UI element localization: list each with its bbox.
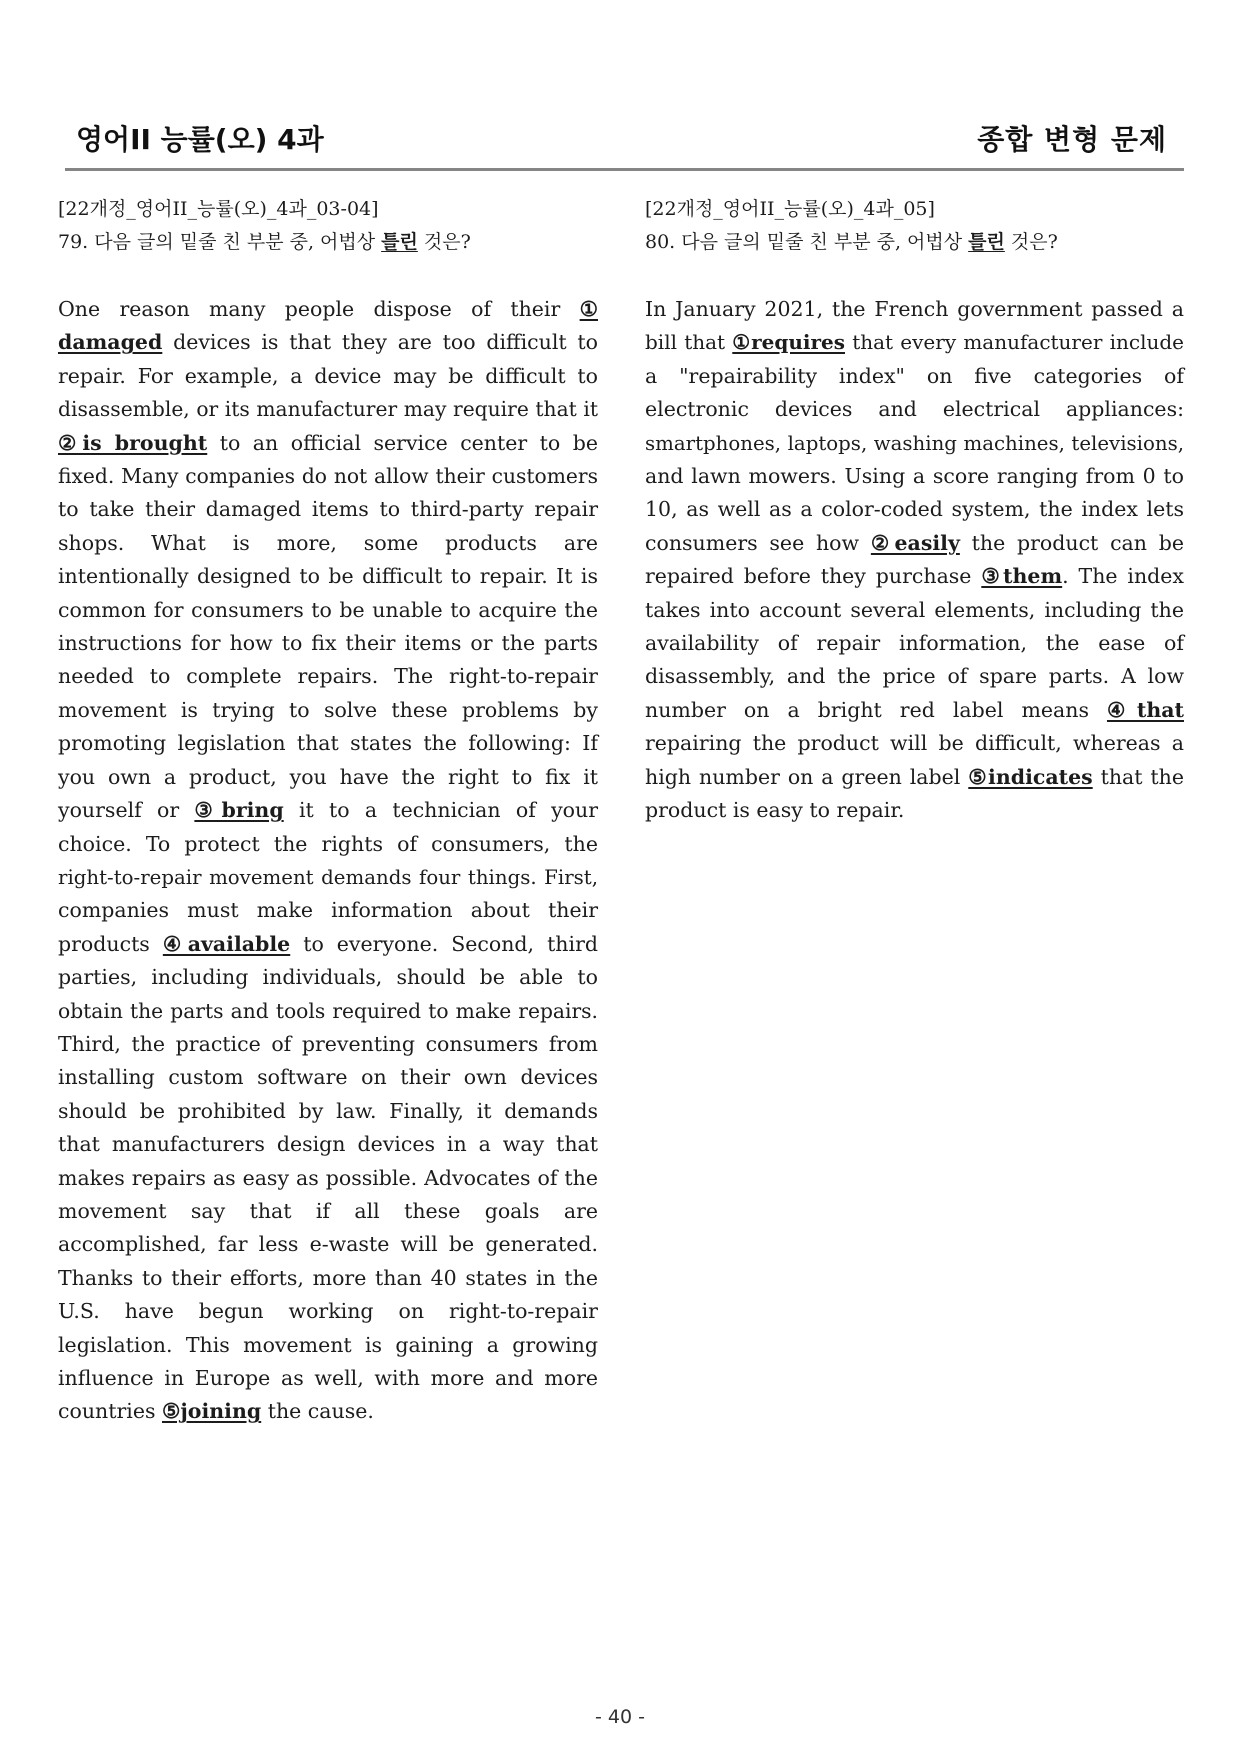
passage-text: the cause. [261, 1399, 374, 1424]
passage-line [645, 493, 1184, 526]
passage-line [58, 1295, 598, 1328]
passage-text: shops. What is more, some products are [58, 530, 598, 555]
underlined-choice: damaged [58, 330, 163, 355]
passage-line [58, 861, 598, 894]
passage-line [645, 360, 1184, 393]
passage-line [58, 460, 598, 493]
passage-text: disassembly, and the price of spare parts. A low [645, 664, 1184, 689]
passage-line [58, 527, 598, 560]
passage-text: common for consumers to be unable to acquire the [58, 597, 598, 622]
question-number: 80. [645, 231, 676, 253]
underlined-choice: ③bring [194, 798, 284, 823]
passage-line [58, 1262, 598, 1295]
passage-text: that every manufacturer include [845, 330, 1184, 355]
passage-line [58, 761, 598, 794]
passage-text: disassemble, or its manufacturer may require that it [58, 397, 598, 422]
underlined-choice: ②easily [870, 530, 960, 555]
passage-text: movement say that if all these goals are [58, 1198, 598, 1223]
passage-text: products [58, 931, 163, 956]
passage-text: you own a product, you have the right to fix it [58, 764, 598, 789]
passage-line [58, 660, 598, 693]
underlined-choice: ④that [1106, 697, 1184, 722]
page-title: 영어II 능률(오) 4과 [76, 123, 324, 156]
passage-text: choice. To protect the rights of consumers, the [58, 831, 598, 856]
prompt-text: 것은? [1004, 231, 1058, 253]
passage-text: should be prohibited by law. Finally, it demands [58, 1098, 598, 1123]
question-block-79 [58, 194, 598, 1429]
passage-text: that the [1092, 764, 1185, 789]
prompt-text: 다음 글의 밑줄 친 부분 중, 어법상 [681, 231, 969, 253]
passage-text: intentionally designed to be difficult to repair. It is [58, 564, 598, 589]
passage-line [58, 560, 598, 593]
passage-text: repaired before they purchase [645, 564, 982, 589]
passage-text: the product can be [959, 530, 1185, 555]
passage-text: to everyone. Second, third [290, 931, 598, 956]
passage-text: installing custom software on their own devices [58, 1065, 598, 1090]
underlined-choice: ⑤joining [162, 1399, 262, 1424]
passage [645, 293, 1184, 828]
passage-text: One reason many people dispose of their [58, 297, 580, 321]
passage-text: a "repairability index" on five categories of [645, 363, 1184, 388]
passage-text: In January 2021, the French government passed a [645, 297, 1184, 321]
passage-line [58, 794, 598, 827]
passage-text: parties, including individuals, should be able to [58, 965, 598, 990]
passage-line [645, 761, 1184, 794]
passage-text: makes repairs as easy as possible. Advocates of the [58, 1165, 598, 1190]
passage-text: that manufacturers design devices in a way that [58, 1132, 598, 1157]
passage-text: needed to complete repairs. The right-to-repair [58, 664, 598, 689]
source-label: [22개정_영어II_능률(오)_4과_05] [645, 198, 935, 220]
passage-text: repair. For example, a device may be difficult to [58, 363, 598, 388]
passage-line [645, 727, 1184, 760]
underlined-choice: ②is brought [58, 430, 208, 455]
passage-text: to take their damaged items to third-party repair [58, 497, 598, 522]
question-prompt [645, 224, 1184, 260]
passage-text: accomplished, far less e-waste will be generated. [58, 1232, 598, 1257]
underlined-choice: ⑤indicates [968, 764, 1093, 789]
passage-text: electronic devices and electrical appliances: [645, 397, 1184, 422]
passage-text: availability of repair information, the ease of [645, 631, 1184, 656]
passage-text: to an official service center to be [207, 430, 599, 455]
passage-line [58, 894, 598, 927]
passage-line [58, 627, 598, 660]
underlined-choice: ④available [162, 931, 291, 956]
passage-line [58, 727, 598, 760]
passage-line [58, 393, 598, 426]
passage-line [645, 326, 1184, 359]
question-block-80 [645, 194, 1184, 828]
passage-text: . The index [1062, 564, 1184, 589]
prompt-text: 다음 글의 밑줄 친 부분 중, 어법상 [94, 231, 382, 253]
passage-line [58, 427, 598, 460]
question-number: 79. [58, 231, 89, 253]
passage-text: influence in Europe as well, with more and more [58, 1366, 598, 1390]
passage-line [58, 1395, 598, 1428]
passage-line [645, 627, 1184, 660]
passage-line [58, 1362, 598, 1395]
passage-text: Thanks to their efforts, more than 40 states in the [58, 1265, 598, 1290]
passage [58, 293, 598, 1429]
passage-line [58, 360, 598, 393]
passage-line [58, 961, 598, 994]
passage-line [58, 995, 598, 1028]
passage-line [645, 293, 1184, 326]
passage-line [645, 560, 1184, 593]
passage-text: number on a bright red label means [645, 697, 1107, 722]
passage-line [58, 1061, 598, 1094]
passage-line [645, 460, 1184, 493]
passage-line [58, 293, 598, 326]
passage-line [58, 1228, 598, 1261]
prompt-emphasis: 틀린 [381, 231, 418, 253]
passage-line [645, 393, 1184, 426]
passage-text: obtain the parts and tools required to make repairs. [58, 998, 598, 1023]
passage-text: devices is that they are too difficult to [162, 330, 598, 355]
passage-text: promoting legislation that states the following: If [58, 731, 598, 756]
page-number: - 40 - [595, 1706, 645, 1728]
passage-line [58, 828, 598, 861]
passage-text: it to a technician of your [283, 798, 598, 823]
passage-text: legislation. This movement is gaining a growing [58, 1332, 598, 1357]
passage-text: repairing the product will be difficult, whereas a [645, 731, 1184, 756]
prompt-text: 것은? [417, 231, 471, 253]
passage-text: smartphones, laptops, washing machines, televisions, [645, 431, 1184, 455]
passage-line [58, 1329, 598, 1362]
passage-text: right-to-repair movement demands four things. First, [58, 865, 598, 889]
section-title: 종합 변형 문제 [977, 123, 1167, 156]
passage-text: companies must make information about their [58, 898, 598, 923]
passage-text: high number on a green label [645, 764, 969, 789]
underlined-choice: ① [579, 297, 598, 321]
passage-line [58, 1162, 598, 1195]
passage-line [58, 594, 598, 627]
passage-text: takes into account several elements, including the [645, 597, 1184, 622]
passage-line [58, 928, 598, 961]
header-rule [65, 168, 1184, 171]
passage-text: Third, the practice of preventing consumers from [58, 1031, 598, 1056]
passage-line [58, 1095, 598, 1128]
passage-line [58, 493, 598, 526]
passage-text: movement is trying to solve these problems by [58, 697, 598, 722]
passage-line [645, 527, 1184, 560]
passage-line [58, 326, 598, 359]
passage-line [58, 694, 598, 727]
underlined-choice: ①requires [732, 330, 845, 355]
passage-line [645, 427, 1184, 460]
passage-text: instructions for how to fix their items or the parts [58, 631, 598, 656]
passage-line [645, 794, 1184, 827]
passage-text: bill that [645, 330, 733, 355]
passage-text: fixed. Many companies do not allow their customers [58, 464, 598, 489]
passage-text: U.S. have begun working on right-to-repair [58, 1299, 598, 1324]
passage-text: yourself or [58, 798, 195, 823]
passage-line [645, 594, 1184, 627]
passage-text: and lawn mowers. Using a score ranging from 0 to [645, 464, 1184, 489]
question-prompt [58, 224, 598, 260]
passage-text: consumers see how [645, 530, 871, 555]
passage-line [58, 1128, 598, 1161]
passage-line [58, 1195, 598, 1228]
prompt-emphasis: 틀린 [968, 231, 1005, 253]
passage-line [58, 1028, 598, 1061]
passage-line [645, 694, 1184, 727]
source-label: [22개정_영어II_능률(오)_4과_03-04] [58, 198, 379, 220]
passage-line [645, 660, 1184, 693]
passage-text: product is easy to repair. [645, 798, 905, 823]
passage-text: 10, as well as a color-coded system, the index lets [645, 497, 1184, 522]
underlined-choice: ③them [981, 564, 1063, 589]
passage-text: countries [58, 1399, 162, 1424]
